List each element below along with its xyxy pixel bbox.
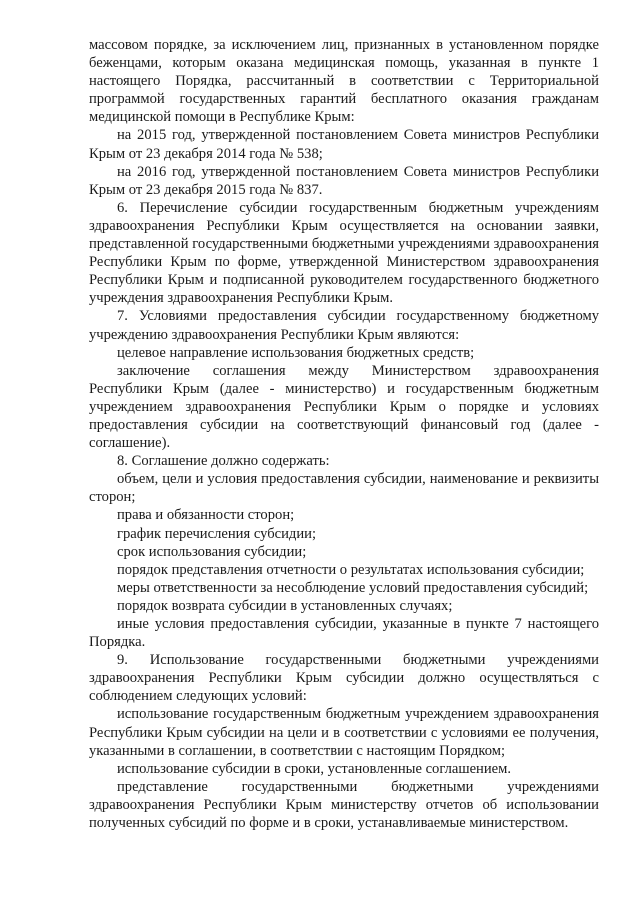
- paragraph-program-2016: на 2016 год, утвержденной постановлением Совета министров Республики Крым от 23 декабря 2015 года № 837.: [89, 163, 599, 198]
- paragraph-item-7-condition-2: заключение соглашения между Министерством здравоохранения Республики Крым (далее - министерство) и государственным бюджетным учреждением здравоохранения Республики Крым о порядке и условиях предоставления субсидии на соответствующий финансовый год (далее - соглашение).: [89, 362, 599, 452]
- paragraph-item-7: 7. Условиями предоставления субсидии государственному бюджетному учреждению здравоохранения Республики Крым являются:: [89, 308, 599, 343]
- paragraph-item-8-term: срок использования субсидии;: [117, 543, 307, 560]
- paragraph-item-8-other: иные условия предоставления субсидии, указанные в пункте 7 настоящего Порядка.: [89, 616, 599, 651]
- paragraph-item-8: 8. Соглашение должно содержать:: [117, 453, 330, 470]
- paragraph-item-8-reporting: порядок представления отчетности о результатах использования субсидии;: [117, 561, 585, 578]
- paragraph-item-9: 9. Использование государственными бюджетными учреждениями здравоохранения Республики Крым субсидии должно осуществляться с соблюдением следующих условий:: [89, 652, 599, 705]
- paragraph-item-8-rights: права и обязанности сторон;: [117, 507, 295, 524]
- paragraph-item-8-refund: порядок возврата субсидии в установленных случаях;: [117, 597, 453, 614]
- paragraph-item-6: 6. Перечисление субсидии государственным бюджетным учреждениям здравоохранения Республики Крым осуществляется на основании заявки, представленной государственными бюджетными учреждениями здравоохранения Республики Крым по форме, утвержденной Министерством здравоохранения Республики Крым и подписанной руководителем государственного бюджетного учреждения здравоохранения Республики Крым.: [89, 199, 599, 307]
- paragraph-item-8-schedule: график перечисления субсидии;: [117, 525, 317, 542]
- paragraph-item-9-deadline: использование субсидии в сроки, установленные соглашением.: [117, 760, 512, 777]
- paragraph-program-2015: на 2015 год, утвержденной постановлением Совета министров Республики Крым от 23 декабря 2014 года № 538;: [89, 127, 599, 162]
- paragraph-item-8-volume: объем, цели и условия предоставления субсидии, наименование и реквизиты сторон;: [89, 471, 599, 506]
- paragraph-item-9-purpose: использование государственным бюджетным учреждением здравоохранения Республики Крым субсидии на цели и в соответствии с условиями ее получения, указанными в соглашении, в соответствии с настоящим Порядком;: [89, 706, 599, 759]
- paragraph-item-7-condition-1: целевое направление использования бюджетных средств;: [117, 344, 475, 361]
- paragraph-item-8-liability: меры ответственности за несоблюдение условий предоставления субсидий;: [117, 579, 589, 596]
- document-page: [89, 36, 599, 832]
- paragraph-item-9-reports: представление государственными бюджетными учреждениями здравоохранения Республики Крым министерству отчетов об использовании полученных субсидий по форме и в сроки, устанавливаемые министерством.: [89, 778, 599, 832]
- paragraph-continuation: массовом порядке, за исключением лиц, признанных в установленном порядке беженцами, которым оказана медицинская помощь, указанная в пункте 1 настоящего Порядка, рассчитанный в соответствии с Территориальной программой государственных гарантий бесплатного оказания гражданам медицинской помощи в Республике Крым:: [89, 37, 599, 126]
